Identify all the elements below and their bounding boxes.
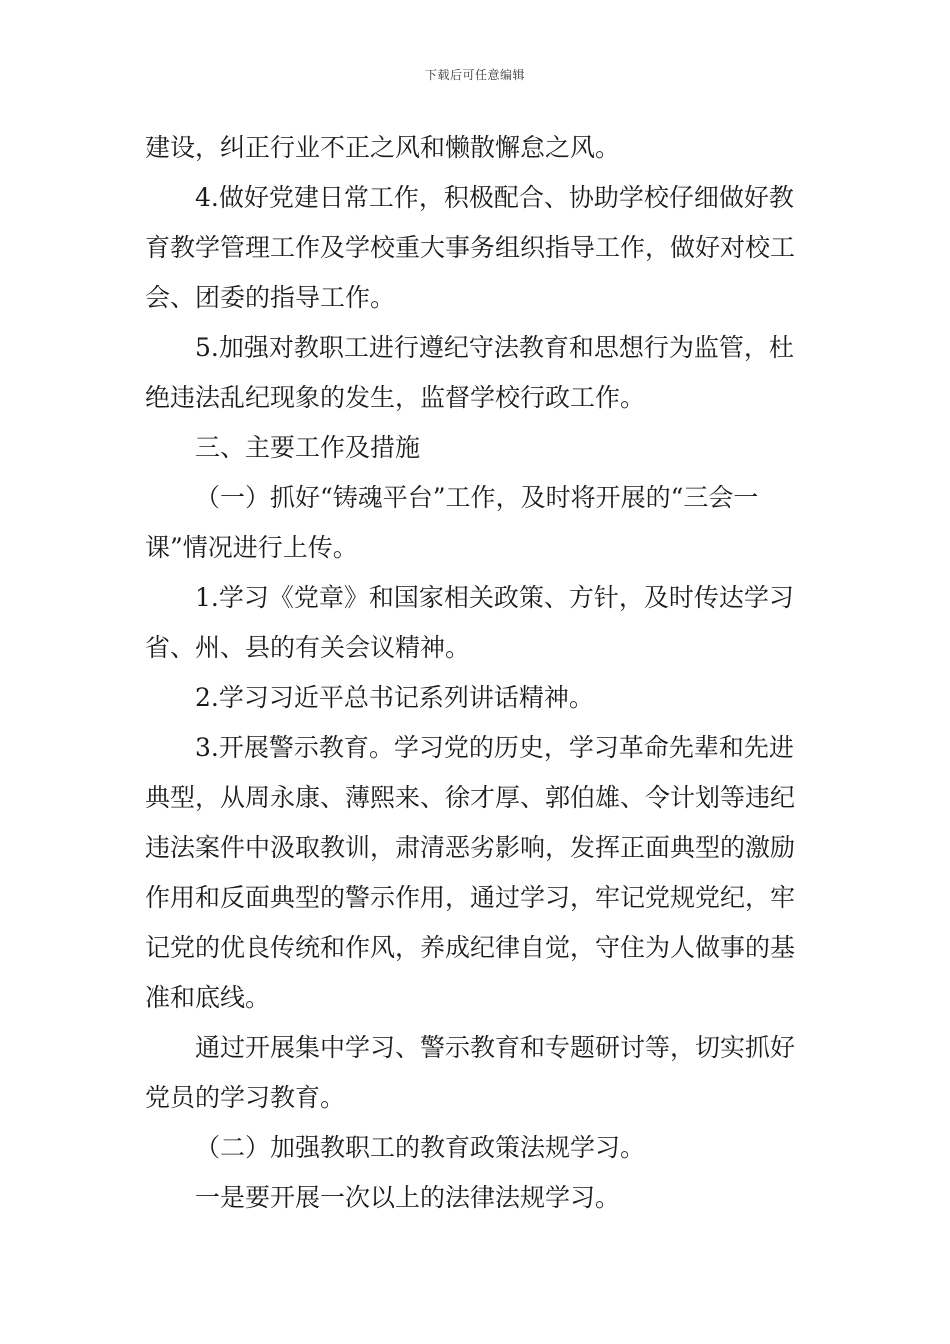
subsection-heading-1: （一）抓好“铸魂平台”工作，及时将开展的“三会一课”情况进行上传。: [145, 483, 759, 562]
paragraph-item-4: 4.做好党建日常工作，积极配合、协助学校仔细做好教育教学管理工作及学校重大事务组织指导工作，做好对校工会、团委的指导工作。: [145, 183, 796, 312]
section-heading-3: 三、主要工作及措施: [195, 433, 421, 462]
page-header-note: 下载后可任意编辑: [424, 68, 525, 82]
paragraph-summary: 通过开展集中学习、警示教育和专题研讨等，切实抓好党员的学习教育。: [145, 1033, 796, 1112]
paragraph-item-5: 5.加强对教职工进行遵纪守法教育和思想行为监管，杜绝违法乱纪现象的发生，监督学校行政工作。: [145, 333, 794, 412]
subsection-heading-2: （二）加强教职工的教育政策法规学习。: [195, 1133, 646, 1162]
paragraph-first-point: 一是要开展一次以上的法律法规学习。: [195, 1183, 621, 1212]
paragraph-continuation: 建设，纠正行业不正之风和懒散懈怠之风。: [145, 133, 621, 162]
paragraph-sub-item-2: 2.学习习近平总书记系列讲话精神。: [195, 683, 594, 712]
document-body: [145, 123, 807, 1223]
paragraph-sub-item-3: 3.开展警示教育。学习党的历史，学习革命先辈和先进典型，从周永康、薄熙来、徐才厚、郭伯雄、令计划等违纪违法案件中汲取教训，肃清恶劣影响，发挥正面典型的激励作用和反面典型的警示作用，通过学习，牢记党规党纪，牢记党的优良传统和作风，养成纪律自觉，守住为人做事的基准和底线。: [145, 733, 796, 1012]
paragraph-sub-item-1: 1.学习《党章》和国家相关政策、方针，及时传达学习省、州、县的有关会议精神。: [145, 583, 794, 662]
